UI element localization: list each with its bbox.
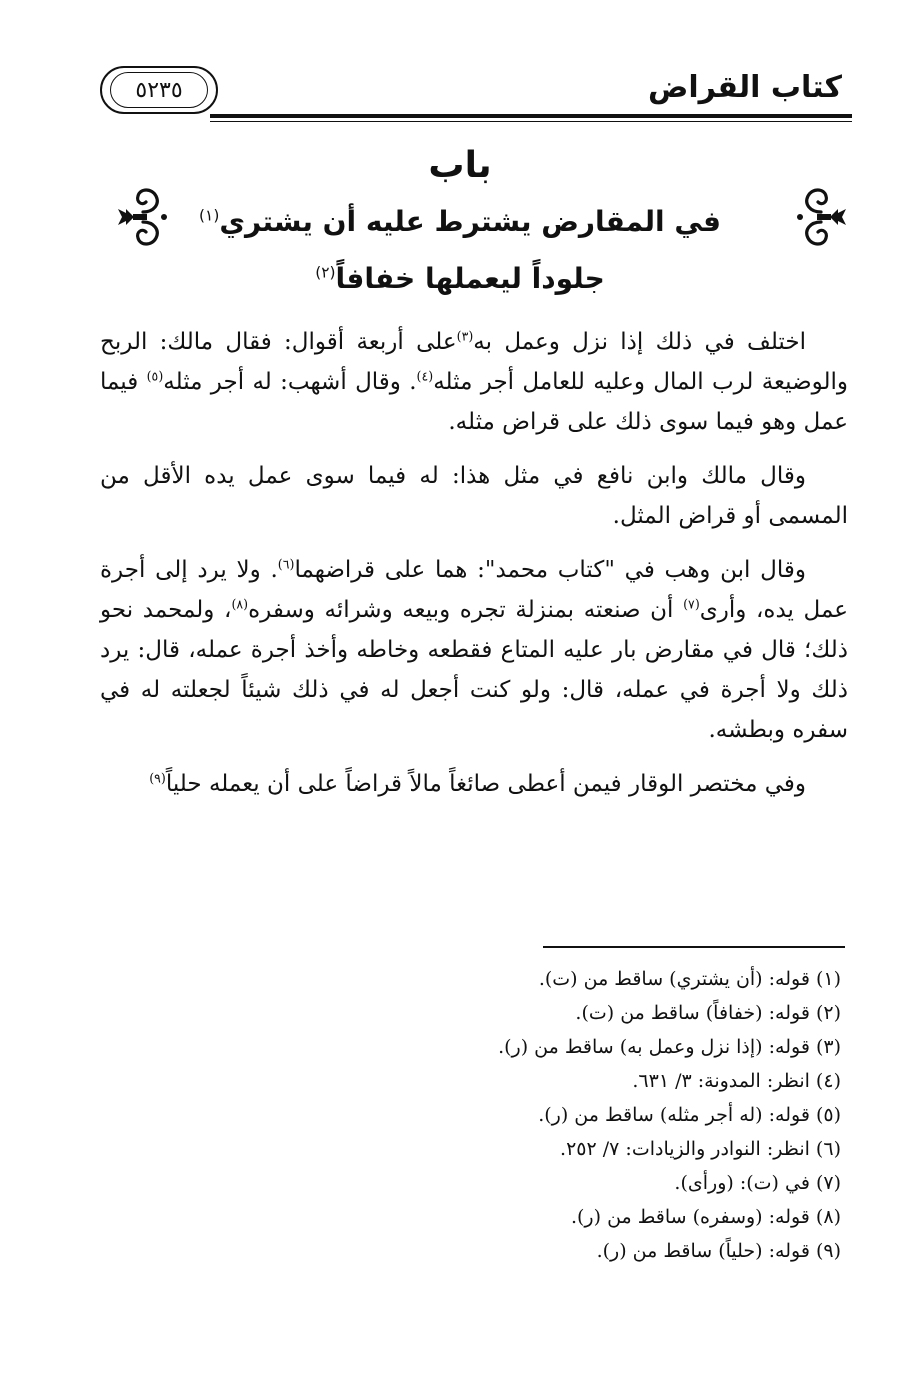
footnote-ref: (٧) xyxy=(683,596,700,612)
footnote-ref: (٤) xyxy=(416,368,434,384)
paragraph xyxy=(100,456,848,536)
paragraph-text: وقال مالك وابن نافع في مثل هذا: له فيما سوى عمل يده الأقل من المسمى أو قراض المثل. xyxy=(100,463,848,529)
chapter-title-line2 xyxy=(180,262,740,295)
paragraph xyxy=(100,322,848,442)
paragraph-text: . وقال أشهب: له أجر مثله xyxy=(163,369,417,395)
footnote-ref: (٨) xyxy=(231,596,249,612)
footnote: (٦) انظر: النوادر والزيادات: ٧/ ٢٥٢. xyxy=(560,1138,841,1160)
paragraph-text: وقال ابن وهب في "كتاب محمد": هما على قراضهما xyxy=(294,557,806,583)
chapter-title-text: في المقارض يشترط عليه أن يشتري xyxy=(219,205,721,238)
footnote: (٩) قوله: (حلياً) ساقط من (ر). xyxy=(596,1240,841,1262)
chapter-title-line1 xyxy=(180,205,740,238)
footnote: (٨) قوله: (وسفره) ساقط من (ر). xyxy=(570,1206,841,1228)
paragraph-text: على أربعة أقوال: فقال مالك: الربح والوضيعة لرب المال وعليه للعامل أجر مثله xyxy=(100,329,848,395)
footnote-ref: (٩) xyxy=(149,770,166,786)
footnote-ref: (٥) xyxy=(146,368,164,384)
main-text xyxy=(100,322,848,818)
footnote-ref: (٢) xyxy=(315,263,336,282)
running-header xyxy=(100,58,852,126)
footnotes xyxy=(100,962,845,1268)
footnote: (١) قوله: (أن يشتري) ساقط من (ت). xyxy=(538,968,841,990)
running-title: كتاب القراض xyxy=(648,70,842,105)
paragraph-text: ، ولمحمد نحو ذلك؛ قال في مقارض بار عليه المتاع فقطعه وخاطه وأخذ أجرة عمله، قال: يرد ذلك ولا أجرة في عمله، قال: ولو كنت أجعل له في ذلك شيئاً لجعلته له في سفره وبطشه. xyxy=(100,597,848,743)
header-rule xyxy=(210,114,852,118)
footnote: (٤) انظر: المدونة: ٣/ ٦٣١. xyxy=(632,1070,841,1092)
paragraph xyxy=(100,764,848,804)
footnote-ref: (٣) xyxy=(456,328,474,344)
paragraph-text: اختلف في ذلك إذا نزل وعمل به xyxy=(473,329,806,355)
footnote-separator xyxy=(543,946,845,948)
paragraph-text: فيما عمل وهو فيما سوى ذلك على قراض مثله. xyxy=(100,369,848,435)
footnote: (٧) في (ت): (ورأى). xyxy=(674,1172,841,1194)
paragraph-text: . ولا يرد إلى أجرة عمل يده، وأرى xyxy=(100,557,848,623)
footnote-ref: (١) xyxy=(199,206,220,225)
chapter-label: باب xyxy=(428,145,492,186)
header-rule-thin xyxy=(210,121,852,122)
page-number: ٥٢٣٥ xyxy=(110,72,208,108)
footnote: (٥) قوله: (له أجر مثله) ساقط من (ر). xyxy=(538,1104,841,1126)
page-number-badge xyxy=(100,66,218,114)
footnote-ref: (٦) xyxy=(277,556,295,572)
chapter-title-text: جلوداً ليعملها خفافاً xyxy=(335,262,605,295)
paragraph-text: وفي مختصر الوقار فيمن أعطى صائغاً مالاً قراضاً على أن يعمله حلياً xyxy=(165,771,806,797)
paragraph xyxy=(100,550,848,750)
footnote: (٣) قوله: (إذا نزل وعمل به) ساقط من (ر). xyxy=(498,1036,841,1058)
floral-ornament-icon xyxy=(112,182,174,252)
paragraph-text: أن صنعته بمنزلة تجره وبيعه وشرائه وسفره xyxy=(248,597,684,623)
footnote: (٢) قوله: (خفافاً) ساقط من (ت). xyxy=(575,1002,841,1024)
floral-ornament-icon xyxy=(790,182,852,252)
